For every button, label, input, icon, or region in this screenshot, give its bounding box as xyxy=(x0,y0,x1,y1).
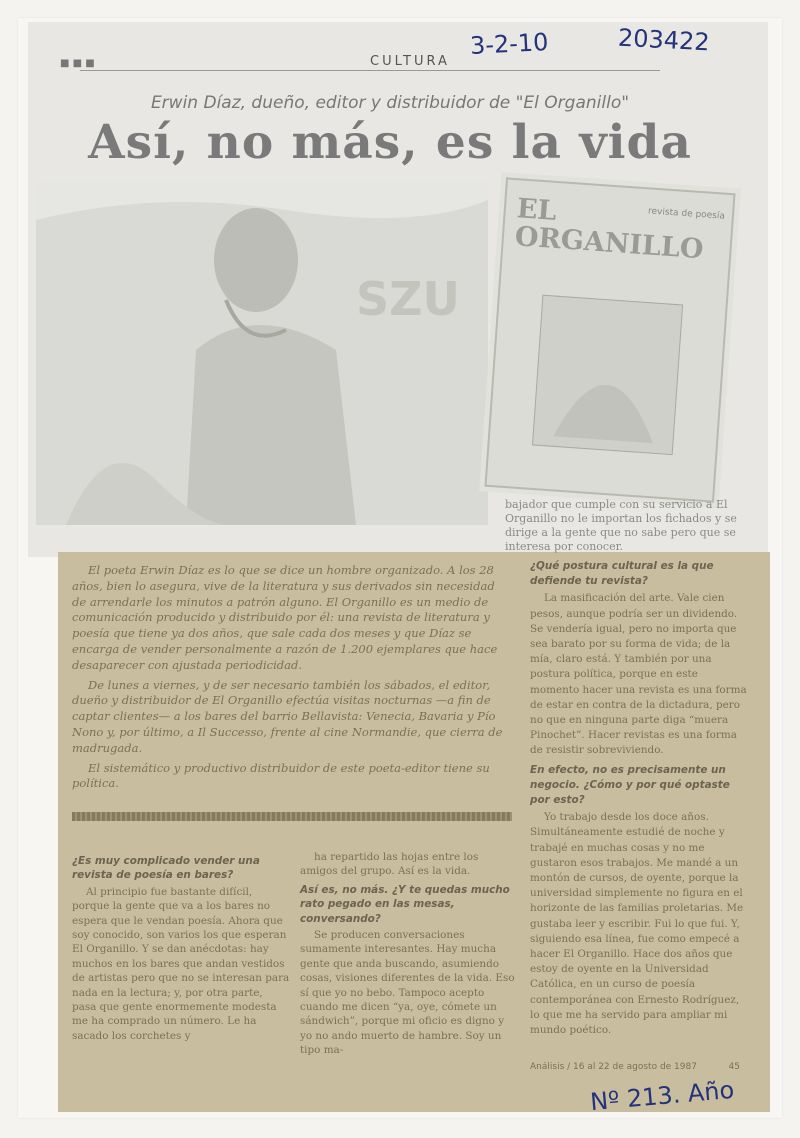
cover-title xyxy=(514,195,706,264)
cover-title-line1: EL xyxy=(515,193,558,227)
text-column-3 xyxy=(530,555,750,1038)
cover-tag: revista de poesía xyxy=(647,206,726,222)
article-kicker: Erwin Díaz, dueño, editor y distribuidor de "El Organillo" xyxy=(150,93,630,113)
lead-block xyxy=(72,563,512,796)
interview-answer: Se producen conversaciones sumamente interesantes. Hay mucha gente que anda buscando, asumiendo cosas, visiones diferentes de la vida. Eso sí que yo no bebo. Tampoco acepto cuando me dicen “ya, oye, cómete un sándwich”, porque mi oficio es digno y yo no ando muerto de hambre. Soy un tipo ma- xyxy=(300,929,515,1057)
lead-paragraph: El poeta Erwin Díaz es lo que se dice un hombre organizado. A los 28 años, bien lo asegura, vive de la literatura y sus derivados sin necesidad de arrendarle los minutos a patrón alguno. El Organillo es un medio de comunicación producido y distribuido por él: una revista de literatura y poesía que tiene ya dos años, que sale cada dos meses y que Díaz se encarga de vender personalmente a razón de 1.200 ejemplares que hace desaparecer con ajustada periodicidad. xyxy=(72,563,498,672)
source-line: Análisis / 16 al 22 de agosto de 1987 xyxy=(530,1062,697,1072)
section-label: CULTURA xyxy=(370,54,450,69)
interview-question: Así es, no más. ¿Y te quedas mucho rato pegado en las mesas, conversando? xyxy=(300,883,510,925)
text-column-1 xyxy=(72,850,290,1043)
runner-rule xyxy=(80,70,660,71)
lead-paragraph: De lunes a viernes, y de ser necesario también los sábados, el editor, dueño y distribuidor de El Organillo efectúa visitas nocturnas —a fin de captar clientes— a los bares del barrio Bellavista: Venecia, Bavaria y Pío Nono y, por último, a Il Successo, frente al cine Normandie, que cierra de madrugada. xyxy=(72,677,503,755)
handwritten-ref: 203422 xyxy=(617,23,711,57)
interview-answer: Yo trabajo desde los doce años. Simultáneamente estudié de noche y trabajé en muchas cosas y no me gustaron esos trabajos. Me mandé a un montón de cursos, de oyente, porque la universidad simplemente no figura en el horizonte de las familias proletarias. Me gustaba leer y escribir. Fui lo que fui. Y, siguiendo esa línea, fue como empecé a hacer El Organillo. Hace dos años que estoy de oyente en la Universidad Católica, en un curso de poesía contemporánea con Ernesto Rodríguez, lo que me ha servido para ampliar mi mundo poético. xyxy=(530,811,744,1037)
handwritten-date: 3-2-10 xyxy=(469,27,550,61)
source-footer xyxy=(530,1062,740,1072)
handwritten-number: Nº 213. Año xyxy=(589,1075,736,1117)
lead-paragraph: El sistemático y productivo distribuidor de este poeta-editor tiene su política. xyxy=(72,760,490,791)
magazine-cover xyxy=(479,172,741,508)
caption-continuation: bajador que cumple con su servicio a El Organillo no le importan los fichados y se dirige a la gente que no sabe pero que se interesa por conocer. xyxy=(505,498,737,553)
article-headline: Así, no más, es la vida xyxy=(88,115,692,170)
page-runner xyxy=(40,54,740,74)
page-number: 45 xyxy=(728,1062,740,1072)
cover-title-line2: ORGANILLO xyxy=(513,221,705,266)
interview-question: ¿Qué postura cultural es la que defiende tu revista? xyxy=(530,560,714,588)
interview-question: ¿Es muy complicado vender una revista de poesía en bares? xyxy=(72,855,260,882)
text-column-2 xyxy=(300,850,516,1058)
interview-answer: Al principio fue bastante difícil, porque la gente que va a los bares no espera que le vendan poesía. Ahora que soy conocido, son varios los que esperan El Organillo. Y se dan anécdotas: hay muchos en los bares que andan vestidos de artistas pero que no se interesan para nada en la lectura; y, por otra parte, pasa que gente enormemente modesta me ha comprado un número. Le ha sacado los corchetes y xyxy=(72,885,290,1042)
interview-answer: ha repartido las hojas entre los amigos del grupo. Así es la vida. xyxy=(300,851,479,878)
portrait-photo xyxy=(36,180,488,525)
interview-question: En efecto, no es precisamente un negocio. ¿Cómo y por qué optaste por esto? xyxy=(530,763,730,807)
svg-text:SZU: SZU xyxy=(356,272,460,326)
interview-answer: La masificación del arte. Vale cien pesos, aunque podría ser un dividendo. Se vendería igual, pero no importa que sea barato por su forma de vida; de la mía, claro está. Y también por una postura política, porque en este momento hacer una revista es una forma de estar en contra de la dictadura, pero no que en ninguna parte diga “muera Pinochet”. Hacer revistas es una forma de resistir sobreviviendo. xyxy=(530,592,747,757)
section-divider xyxy=(72,812,512,821)
page-marker: ■ ■ ■ xyxy=(60,58,95,69)
